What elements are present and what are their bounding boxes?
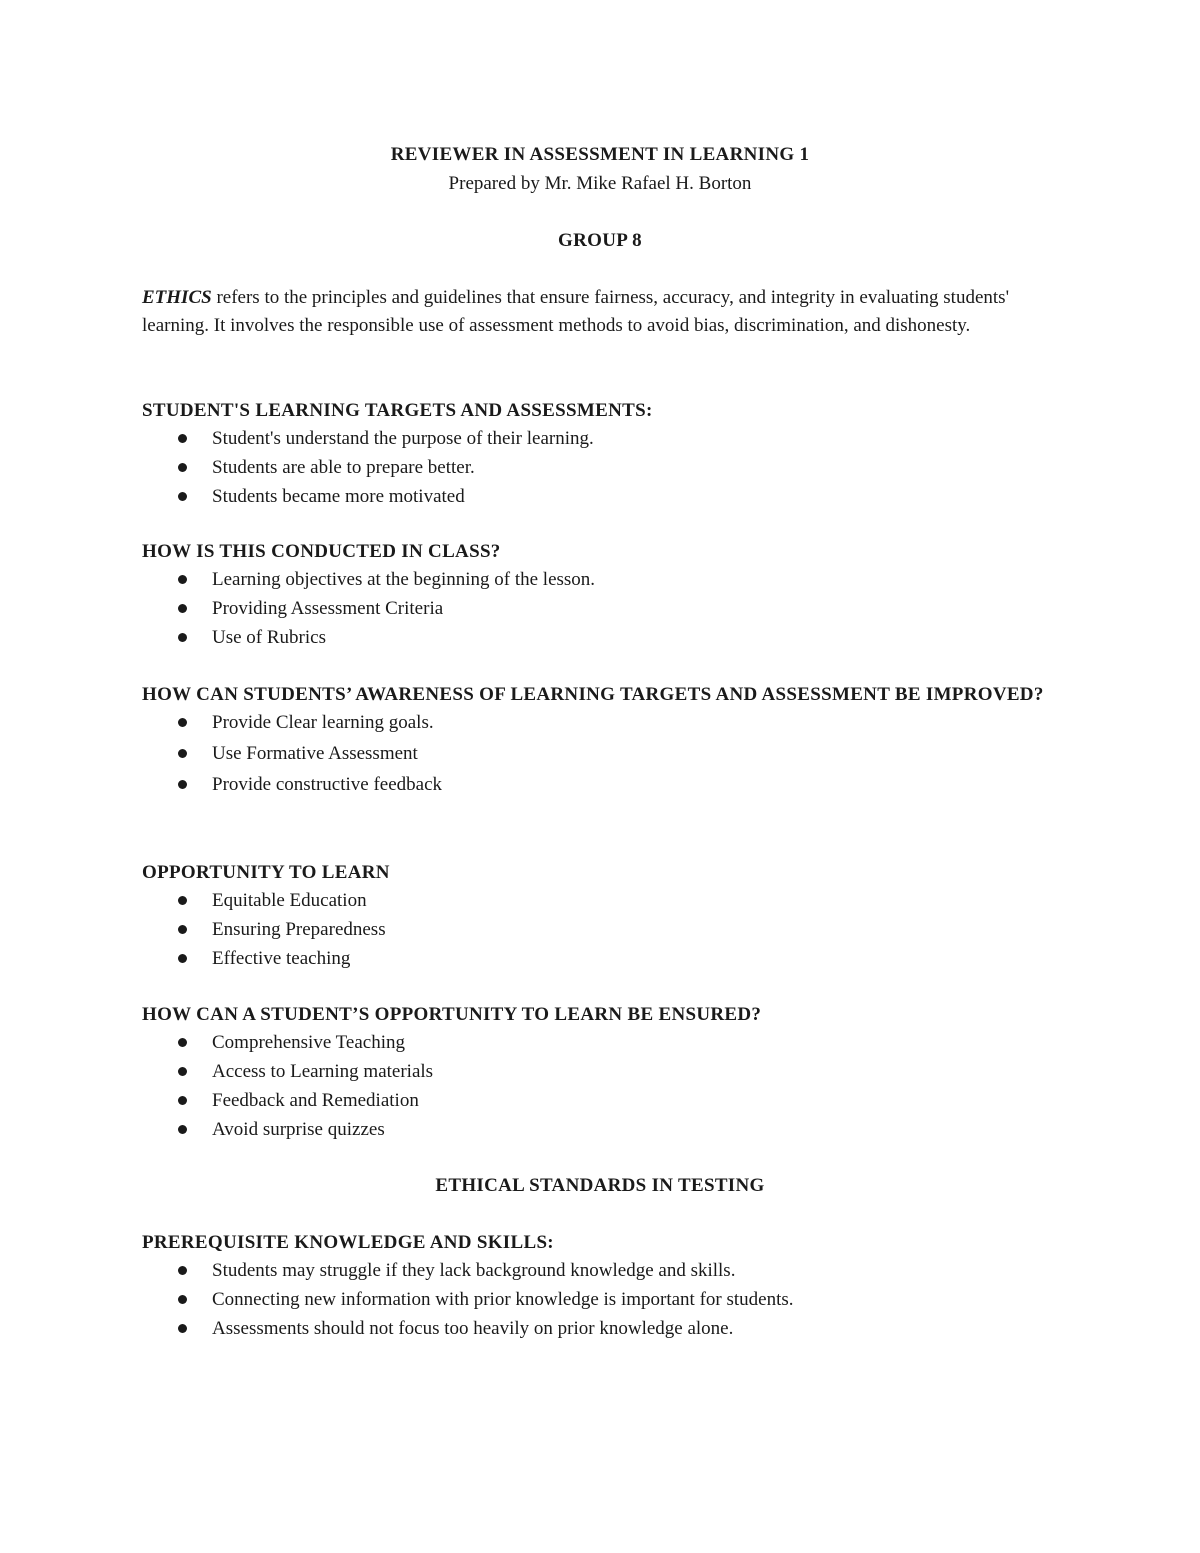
list-item <box>142 425 1062 454</box>
list-item <box>142 1116 1062 1145</box>
list-item-text: Avoid surprise quizzes <box>212 1119 385 1140</box>
list-item-text: Connecting new information with prior knowledge is important for students. <box>212 1289 794 1310</box>
bullet-list <box>142 709 1062 802</box>
section-awareness-improved <box>142 681 1062 802</box>
list-item-text: Provide constructive feedback <box>212 774 443 795</box>
list-item-text: Use Formative Assessment <box>212 743 418 764</box>
list-item-text: Use of Rubrics <box>212 627 326 648</box>
bullet-icon <box>178 896 187 905</box>
bullet-icon <box>178 1295 187 1304</box>
section-heading: HOW IS THIS CONDUCTED IN CLASS? <box>142 541 501 562</box>
section-heading: STUDENT'S LEARNING TARGETS AND ASSESSMENTS: <box>142 400 653 421</box>
list-item-text: Comprehensive Teaching <box>212 1032 406 1053</box>
bullet-icon <box>178 749 187 758</box>
bullet-icon <box>178 1324 187 1333</box>
list-item-text: Ensuring Preparedness <box>212 919 386 940</box>
group-label: GROUP 8 <box>558 230 642 251</box>
list-item <box>142 945 1062 974</box>
list-item <box>142 1029 1062 1058</box>
list-item <box>142 916 1062 945</box>
document-subtitle: Prepared by Mr. Mike Rafael H. Borton <box>448 173 752 194</box>
bullet-list <box>142 1257 1062 1344</box>
bullet-icon <box>178 1096 187 1105</box>
list-item-text: Student's understand the purpose of their learning. <box>212 428 594 449</box>
document-title: REVIEWER IN ASSESSMENT IN LEARNING 1 <box>390 144 810 165</box>
bullet-icon <box>178 434 187 443</box>
bullet-icon <box>178 1125 187 1134</box>
bullet-icon <box>178 780 187 789</box>
list-item <box>142 740 1062 771</box>
list-item <box>142 887 1062 916</box>
bullet-icon <box>178 718 187 727</box>
section-title-ethical-standards: ETHICAL STANDARDS IN TESTING <box>435 1175 765 1196</box>
section-opportunity-to-learn <box>142 859 1062 974</box>
intro-paragraph <box>142 284 1062 340</box>
bullet-icon <box>178 492 187 501</box>
list-item <box>142 483 1062 512</box>
bullet-icon <box>178 954 187 963</box>
list-item <box>142 624 1062 653</box>
bullet-icon <box>178 1038 187 1047</box>
list-item-text: Students are able to prepare better. <box>212 457 475 478</box>
list-item-text: Equitable Education <box>212 890 367 911</box>
section-heading: HOW CAN A STUDENT’S OPPORTUNITY TO LEARN BE ENSURED? <box>142 1004 762 1025</box>
list-item-text: Feedback and Remediation <box>212 1090 419 1111</box>
list-item <box>142 1058 1062 1087</box>
list-item <box>142 709 1062 740</box>
bullet-icon <box>178 925 187 934</box>
bullet-icon <box>178 463 187 472</box>
list-item <box>142 1087 1062 1116</box>
list-item <box>142 566 1062 595</box>
bullet-icon <box>178 575 187 584</box>
bullet-list <box>142 425 1062 512</box>
intro-text: refers to the principles and guidelines that ensure fairness, accuracy, and integrity in evaluating students' learning. It involves the responsible use of assessment methods to avoid bias, discrimination, and dishonesty. <box>142 287 1009 336</box>
list-item-text: Students may struggle if they lack background knowledge and skills. <box>212 1260 736 1281</box>
section-prerequisite <box>142 1229 1062 1344</box>
section-learning-targets <box>142 397 1062 512</box>
bullet-icon <box>178 633 187 642</box>
intro-term: ETHICS <box>142 287 212 308</box>
list-item <box>142 771 1062 802</box>
list-item <box>142 454 1062 483</box>
bullet-icon <box>178 1067 187 1076</box>
list-item <box>142 595 1062 624</box>
bullet-list <box>142 566 1062 653</box>
list-item-text: Providing Assessment Criteria <box>212 598 444 619</box>
bullet-list <box>142 1029 1062 1145</box>
list-item-text: Students became more motivated <box>212 486 465 507</box>
section-heading: OPPORTUNITY TO LEARN <box>142 862 390 883</box>
list-item-text: Assessments should not focus too heavily on prior knowledge alone. <box>212 1318 734 1339</box>
list-item-text: Provide Clear learning goals. <box>212 712 434 733</box>
bullet-icon <box>178 1266 187 1275</box>
section-heading: HOW CAN STUDENTS’ AWARENESS OF LEARNING TARGETS AND ASSESSMENT BE IMPROVED? <box>142 684 1044 705</box>
list-item <box>142 1286 1062 1315</box>
bullet-list <box>142 887 1062 974</box>
list-item-text: Effective teaching <box>212 948 351 969</box>
bullet-icon <box>178 604 187 613</box>
section-heading: PREREQUISITE KNOWLEDGE AND SKILLS: <box>142 1232 554 1253</box>
list-item-text: Learning objectives at the beginning of the lesson. <box>212 569 596 590</box>
list-item <box>142 1315 1062 1344</box>
list-item-text: Access to Learning materials <box>212 1061 434 1082</box>
section-opportunity-ensured <box>142 1001 1062 1145</box>
section-conducted-in-class <box>142 538 1062 653</box>
list-item <box>142 1257 1062 1286</box>
